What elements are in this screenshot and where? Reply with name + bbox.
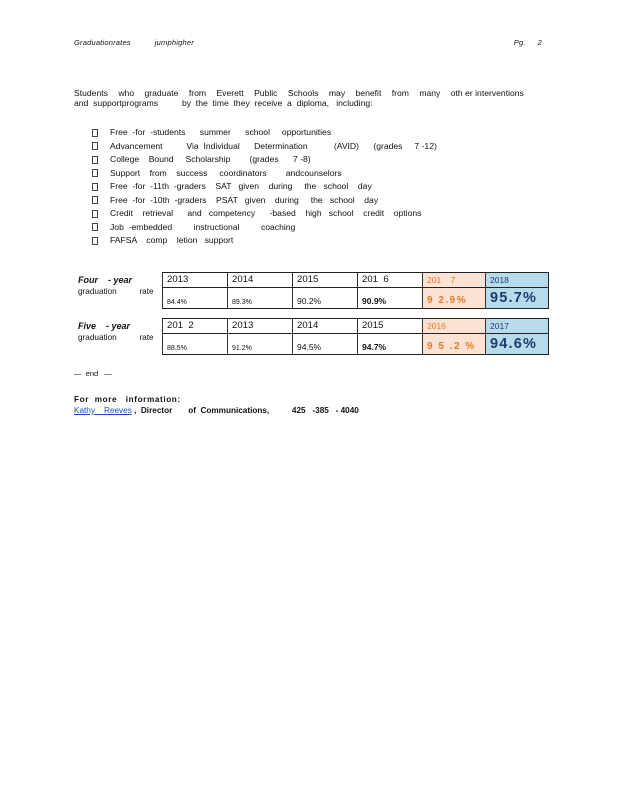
year-cell-latest bbox=[486, 319, 549, 355]
rate-text: 91.2% bbox=[232, 345, 252, 352]
intro-word: Schools bbox=[287, 88, 319, 98]
intro-word: Students bbox=[74, 88, 108, 98]
end-marker: — end — bbox=[74, 369, 112, 378]
checkbox-bullet-icon bbox=[92, 196, 98, 204]
page-prefix: Pg. bbox=[513, 38, 526, 47]
list-item-text: Support from success coordinators andcounselors bbox=[110, 167, 342, 178]
year-cell bbox=[163, 319, 228, 355]
intro-word: from bbox=[391, 88, 409, 98]
year-cell bbox=[293, 273, 358, 309]
table-title: Four - year bbox=[78, 274, 133, 285]
table-subtitle: graduation rate bbox=[78, 332, 154, 342]
checkbox-bullet-icon bbox=[92, 223, 98, 231]
doc-subtitle: jumphigher bbox=[154, 38, 194, 47]
list-item bbox=[92, 194, 437, 208]
rate-value bbox=[163, 288, 227, 308]
year-label: 2013 bbox=[163, 273, 227, 288]
year-cell-latest bbox=[486, 273, 549, 309]
year-cell bbox=[163, 273, 228, 309]
checkbox-bullet-icon bbox=[92, 129, 98, 137]
year-cell bbox=[358, 319, 423, 355]
rate-value bbox=[423, 334, 485, 354]
intro-line-2: and supportprograms by the time they receive a diploma, including: bbox=[74, 98, 373, 108]
five-year-rate-table bbox=[74, 318, 549, 355]
checkbox-bullet-icon bbox=[92, 237, 98, 245]
list-item-text: Free -for -11th -graders SAT given during the school day bbox=[110, 181, 372, 191]
intro-word: oth er interventions bbox=[450, 88, 524, 98]
checkbox-bullet-icon bbox=[92, 169, 98, 177]
rate-text: 89.3% bbox=[232, 299, 252, 306]
list-item bbox=[92, 140, 437, 154]
intro-word: who bbox=[118, 88, 135, 98]
rate-value bbox=[163, 334, 227, 354]
intro-word: many bbox=[419, 88, 441, 98]
year-cell bbox=[228, 319, 293, 355]
list-item-text: Free -for -10th -graders PSAT given during the school day bbox=[110, 194, 379, 205]
intervention-list bbox=[92, 126, 437, 248]
year-label: 2015 bbox=[293, 273, 357, 288]
rate-value bbox=[423, 288, 485, 308]
rate-text: 94.6% bbox=[490, 336, 538, 352]
list-item bbox=[92, 126, 437, 140]
year-label: 201 6 bbox=[358, 273, 422, 288]
list-item-text: Free -for -students summer school opportunities bbox=[110, 127, 332, 137]
table-subtitle: graduation rate bbox=[78, 286, 154, 296]
year-cell bbox=[293, 319, 358, 355]
checkbox-bullet-icon bbox=[92, 210, 98, 218]
year-label: 2017 bbox=[486, 319, 548, 334]
intro-word: Everett bbox=[216, 88, 244, 98]
intro-line-1 bbox=[74, 88, 524, 98]
year-cell-highlight bbox=[423, 273, 486, 309]
rate-text: 88.5% bbox=[167, 345, 187, 352]
year-label: 2018 bbox=[486, 273, 548, 288]
checkbox-bullet-icon bbox=[92, 156, 98, 164]
rate-text: 90.9% bbox=[362, 296, 387, 306]
rate-text: 90.2% bbox=[297, 296, 322, 306]
page-number bbox=[514, 38, 542, 47]
year-label: 2014 bbox=[228, 273, 292, 288]
contact-line bbox=[74, 406, 359, 415]
rate-text: 95.7% bbox=[490, 290, 538, 306]
rate-value bbox=[358, 288, 422, 308]
page-header-title bbox=[74, 38, 194, 47]
intro-paragraph bbox=[74, 88, 524, 108]
year-label: 2014 bbox=[293, 319, 357, 334]
rate-value bbox=[486, 288, 548, 308]
rate-value bbox=[293, 288, 357, 308]
contact-details: , Director of Communications, 425 -385 - 4040 bbox=[131, 406, 359, 415]
list-item bbox=[92, 221, 437, 235]
checkbox-bullet-icon bbox=[92, 142, 98, 150]
rate-value bbox=[486, 334, 548, 354]
more-info-heading: For more information: bbox=[74, 395, 181, 404]
rate-text: 84.4% bbox=[167, 299, 187, 306]
year-label: 2016 bbox=[423, 319, 485, 334]
list-item bbox=[92, 234, 437, 248]
doc-title: Graduationrates bbox=[74, 38, 131, 47]
rate-text: 94.5% bbox=[297, 342, 322, 352]
list-item-text: Advancement Via Individual Determination (AVID) (grades 7 -12) bbox=[110, 140, 437, 151]
year-cell bbox=[228, 273, 293, 309]
year-label: 2015 bbox=[358, 319, 422, 334]
rate-text: 9 2.9% bbox=[427, 295, 468, 306]
contact-name-link[interactable]: Kathy Reeves bbox=[74, 406, 132, 415]
rate-text: 9 5 .2 % bbox=[427, 341, 476, 352]
rate-value bbox=[293, 334, 357, 354]
table-title: Five - year bbox=[78, 320, 131, 331]
rate-value bbox=[358, 334, 422, 354]
list-item bbox=[92, 167, 437, 181]
checkbox-bullet-icon bbox=[92, 183, 98, 191]
rate-text: 94.7% bbox=[362, 342, 387, 352]
list-item bbox=[92, 153, 437, 167]
list-item bbox=[92, 180, 437, 194]
four-year-rate-table bbox=[74, 272, 549, 309]
list-item-text: FAFSA comp letion support bbox=[110, 235, 234, 245]
year-label: 2013 bbox=[228, 319, 292, 334]
year-label: 201 2 bbox=[163, 319, 227, 334]
four-year-label bbox=[74, 273, 163, 309]
rate-value bbox=[228, 288, 292, 308]
intro-word: Public bbox=[254, 88, 278, 98]
year-label: 201 7 bbox=[423, 273, 485, 288]
list-item-text: College Bound Scholarship (grades 7 -8) bbox=[110, 154, 311, 164]
rate-value bbox=[228, 334, 292, 354]
list-item-text: Credit retrieval and competency -based high school credit options bbox=[110, 208, 422, 218]
intro-word: from bbox=[188, 88, 207, 98]
year-cell bbox=[358, 273, 423, 309]
intro-word: graduate bbox=[144, 88, 179, 98]
list-item-text: Job -embedded instructional coaching bbox=[110, 221, 296, 232]
five-year-label bbox=[74, 319, 163, 355]
year-cell-highlight bbox=[423, 319, 486, 355]
list-item bbox=[92, 207, 437, 221]
intro-word: benefit bbox=[355, 88, 382, 98]
page-number-value: 2 bbox=[537, 38, 542, 47]
intro-word: may bbox=[328, 88, 346, 98]
